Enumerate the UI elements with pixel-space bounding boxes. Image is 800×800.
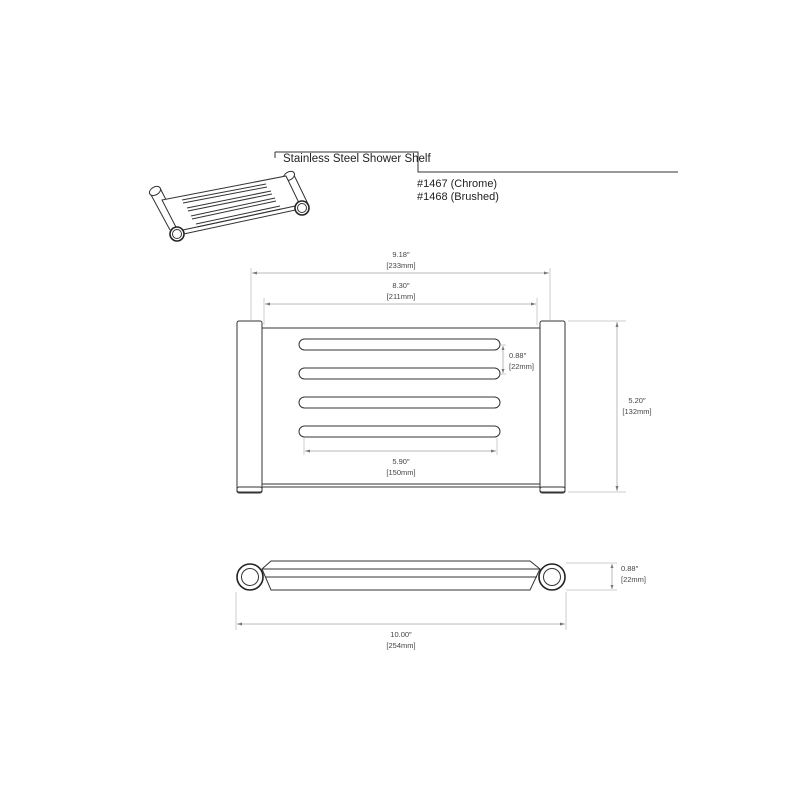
side-view (237, 561, 565, 590)
dim-total-length-in: 10.00″ (390, 630, 412, 639)
dim-slot-pitch-in: 0.88″ (509, 351, 527, 360)
dim-slot-length-mm: [150mm] (386, 468, 416, 477)
dim-height-in: 0.88″ (621, 564, 639, 573)
dim-slot-pitch-mm: [22mm] (509, 362, 535, 371)
dim-overall-width (252, 250, 549, 275)
dim-overall-width-in: 9.18″ (392, 250, 410, 259)
dim-height (566, 563, 646, 590)
dim-height-mm: [22mm] (621, 575, 647, 584)
model-chrome: #1467 (Chrome) (417, 178, 498, 190)
dim-total-length-mm: [254mm] (386, 641, 416, 650)
isometric-view (148, 170, 309, 241)
dim-inner-width-mm: [211mm] (386, 292, 416, 301)
dim-depth-mm: [132mm] (622, 407, 652, 416)
dim-slot-length-in: 5.90″ (392, 457, 410, 466)
dim-overall-width-mm: [233mm] (386, 261, 416, 270)
dim-inner-width-in: 8.30″ (392, 281, 410, 290)
product-title: Stainless Steel Shower Shelf (283, 153, 431, 165)
dim-inner-width (265, 281, 536, 306)
dim-depth-in: 5.20″ (628, 396, 646, 405)
model-brushed: #1468 (Brushed) (417, 191, 499, 203)
dim-depth (568, 321, 652, 492)
dim-total-length (236, 592, 566, 650)
